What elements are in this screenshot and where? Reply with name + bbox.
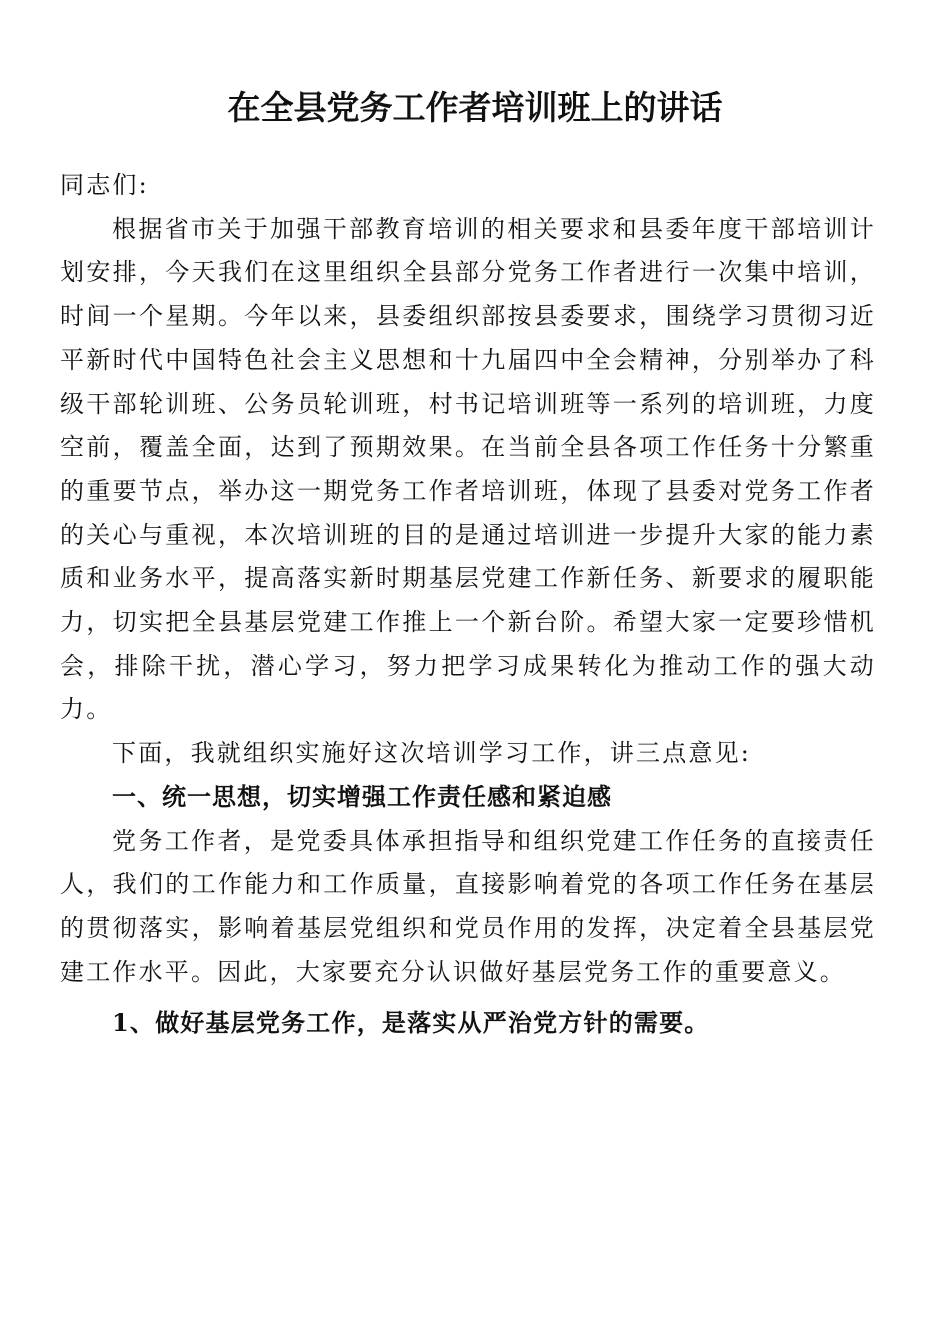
document-title: 在全县党务工作者培训班上的讲话 [227, 88, 723, 127]
section-1-paragraph: 党务工作者，是党委具体承担指导和组织党建工作任务的直接责任人，我们的工作能力和工作质量，直接影响着党的各项工作任务在基层的贯彻落实，影响着基层党组织和党员作用的发挥，决定着全县基层党建工作水平。因此，大家要充分认识做好基层党务工作的重要意义。 [60, 826, 876, 986]
document-body [60, 164, 876, 1045]
section-heading-1: 一、统一思想，切实增强工作责任感和紧迫感 [112, 782, 612, 811]
section-1-point-1: 1、做好基层党务工作，是落实从严治党方针的需要。 [112, 1008, 710, 1038]
transition-paragraph: 下面，我就组织实施好这次培训学习工作，讲三点意见: [112, 739, 752, 768]
intro-paragraph: 根据省市关于加强干部教育培训的相关要求和县委年度干部培训计划安排，今天我们在这里组织全县部分党务工作者进行一次集中培训，时间一个星期。今年以来，县委组织部按县委要求，围绕学习贯彻习近平新时代中国特色社会主义思想和十九届四中全会精神，分别举办了科级干部轮训班、公务员轮训班，村书记培训班等一系列的培训班，力度空前，覆盖全面，达到了预期效果。在当前全县各项工作任务十分繁重的重要节点，举办这一期党务工作者培训班，体现了县委对党务工作者的关心与重视，本次培训班的目的是通过培训进一步提升大家的能力素质和业务水平，提高落实新时期基层党建工作新任务、新要求的履职能力，切实把全县基层党建工作推上一个新台阶。希望大家一定要珍惜机会，排除干扰，潜心学习，努力把学习成果转化为推动工作的强大动力。 [60, 214, 876, 724]
salutation: 同志们: [60, 171, 149, 199]
